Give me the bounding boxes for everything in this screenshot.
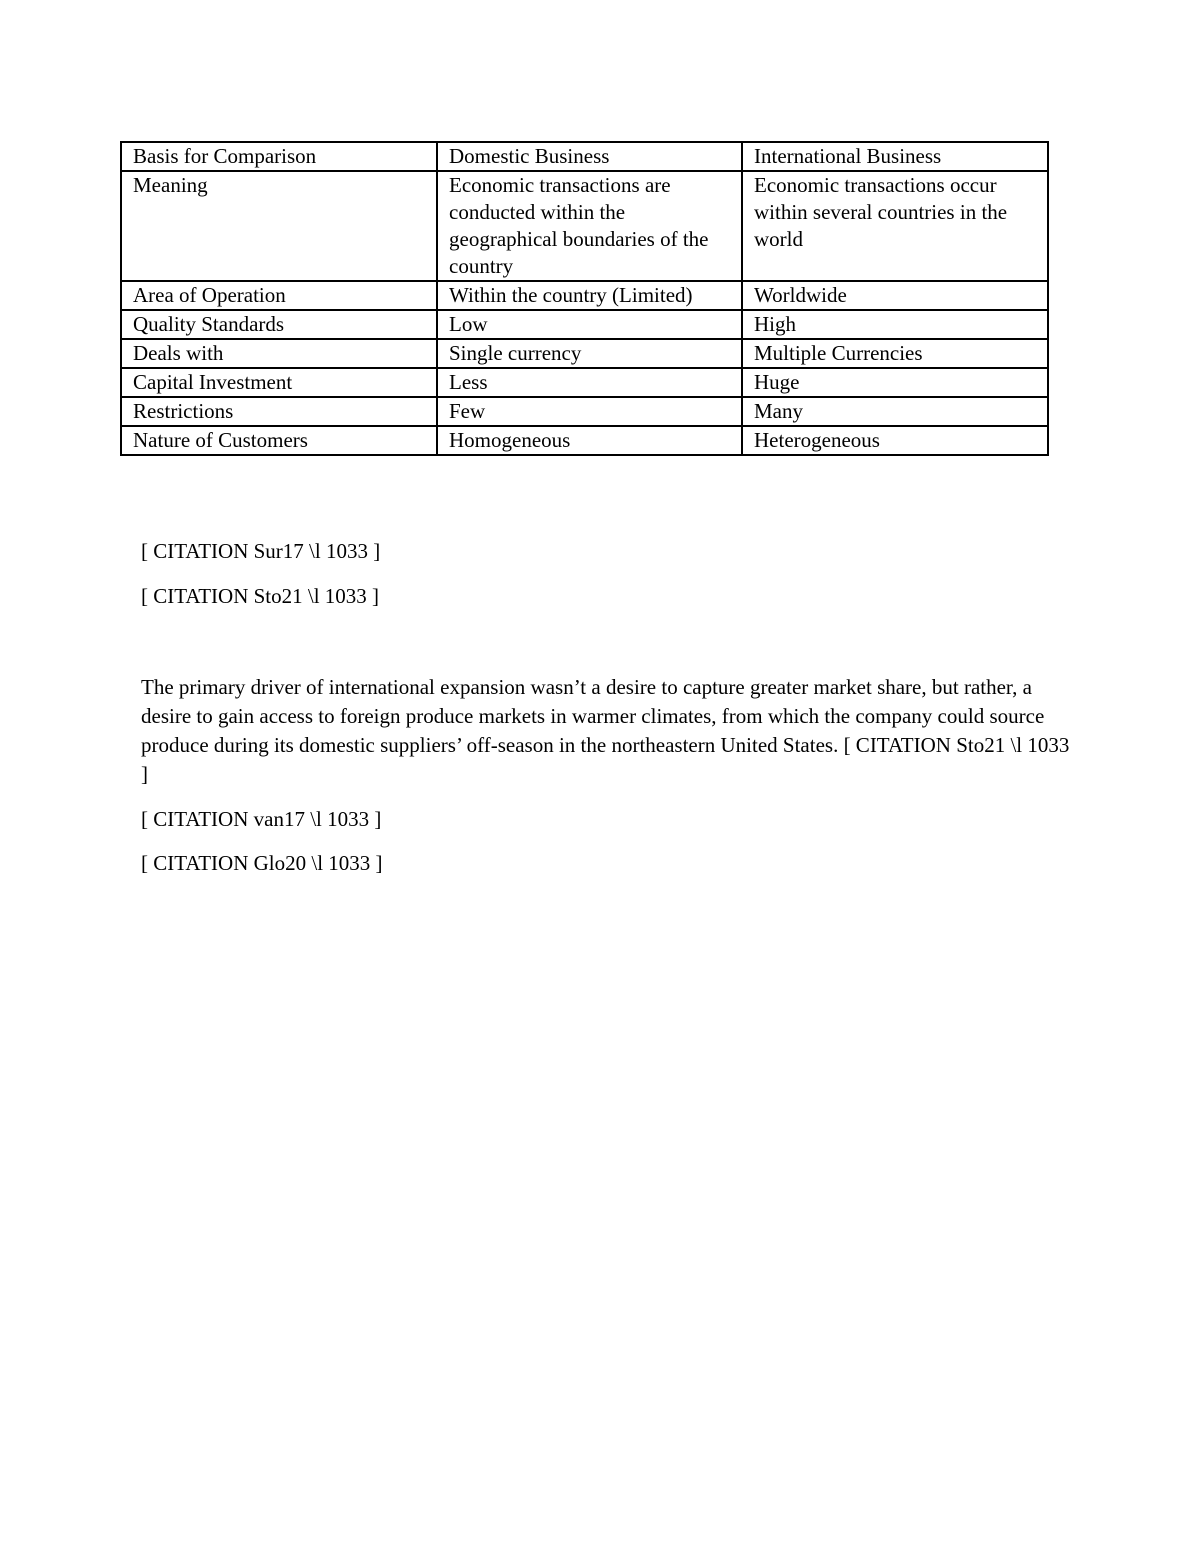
table-header-cell: International Business — [742, 142, 1048, 171]
table-cell: Homogeneous — [437, 426, 742, 455]
table-cell: Heterogeneous — [742, 426, 1048, 455]
table-row — [121, 426, 1048, 455]
table-cell: Multiple Currencies — [742, 339, 1048, 368]
citation-sur17: [ CITATION Sur17 \l 1033 ] — [141, 539, 381, 563]
table-cell: Worldwide — [742, 281, 1048, 310]
table-cell: Economic transactions are conducted within the geographical boundaries of the country — [437, 171, 742, 281]
table-cell: Nature of Customers — [121, 426, 437, 455]
table-cell: Restrictions — [121, 397, 437, 426]
table-cell: Economic transactions occur within several countries in the world — [742, 171, 1048, 281]
table-cell: Meaning — [121, 171, 437, 281]
comparison-table — [120, 141, 1049, 456]
table-cell: Capital Investment — [121, 368, 437, 397]
table-cell: Few — [437, 397, 742, 426]
table-cell: Low — [437, 310, 742, 339]
table-cell: Single currency — [437, 339, 742, 368]
table-row — [121, 339, 1048, 368]
table-cell: Quality Standards — [121, 310, 437, 339]
table-cell: High — [742, 310, 1048, 339]
table-row — [121, 171, 1048, 281]
table-row — [121, 281, 1048, 310]
table-row — [121, 368, 1048, 397]
table-cell: Huge — [742, 368, 1048, 397]
table-row — [121, 310, 1048, 339]
table-row — [121, 397, 1048, 426]
citation-sto21: [ CITATION Sto21 \l 1033 ] — [141, 584, 380, 608]
citation-glo20: [ CITATION Glo20 \l 1033 ] — [141, 851, 383, 875]
table-header-cell: Domestic Business — [437, 142, 742, 171]
table-header-row — [121, 142, 1048, 171]
table-cell: Less — [437, 368, 742, 397]
table-cell: Many — [742, 397, 1048, 426]
table-header-cell: Basis for Comparison — [121, 142, 437, 171]
citation-van17: [ CITATION van17 \l 1033 ] — [141, 807, 382, 831]
table-cell: Area of Operation — [121, 281, 437, 310]
body-paragraph: The primary driver of international expansion wasn’t a desire to capture greater market share, but rather, a desire to gain access to foreign produce markets in warmer climates, from which the company could source produce during its domestic suppliers’ off-season in the northeastern United States. [ CITATION Sto21 \l 1033 ] — [141, 675, 1070, 786]
table-cell: Within the country (Limited) — [437, 281, 742, 310]
table-cell: Deals with — [121, 339, 437, 368]
